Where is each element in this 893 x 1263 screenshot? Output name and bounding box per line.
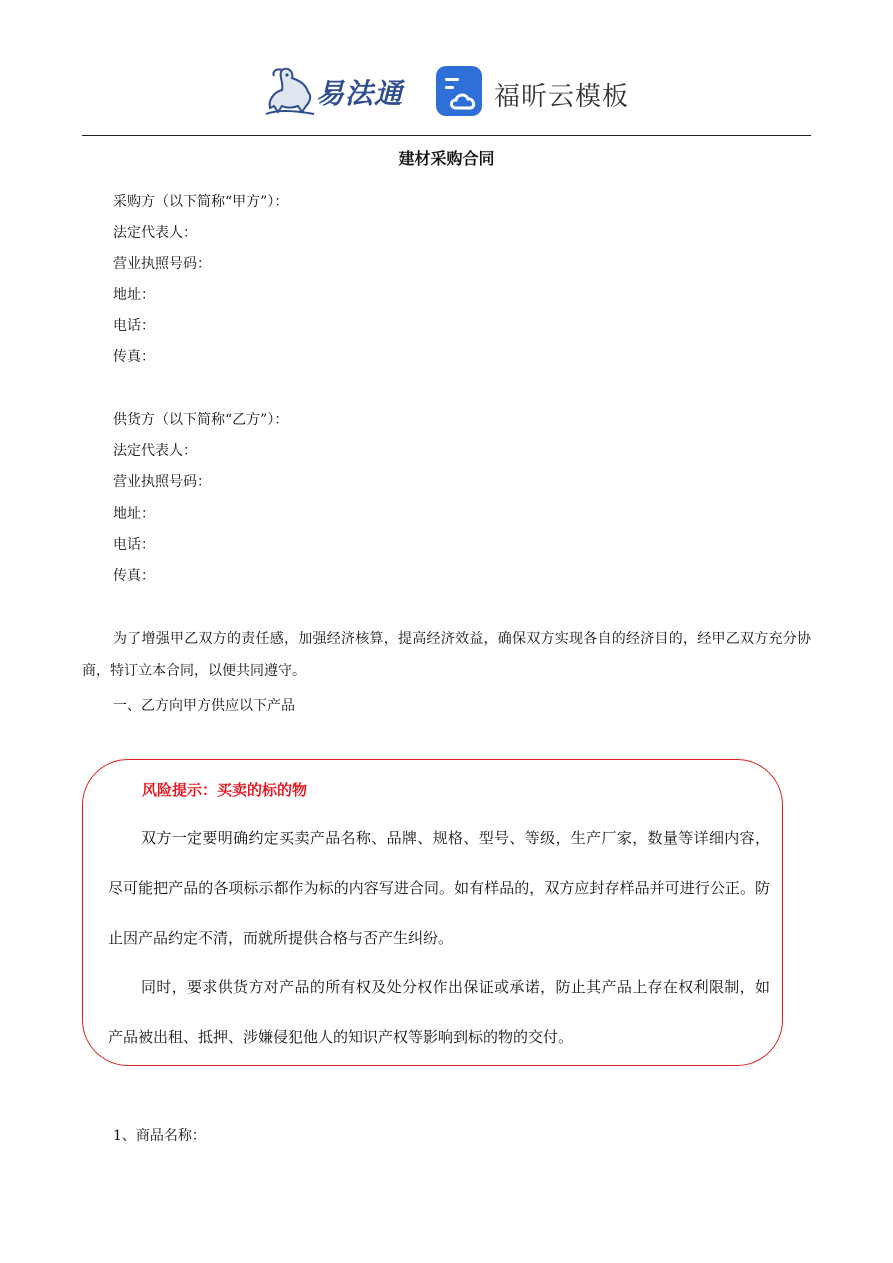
- document-title: 建材采购合同: [398, 149, 495, 168]
- party-b-heading: 供货方（以下简称“乙方”）：: [113, 412, 289, 428]
- foxit-template-logo-text: 福昕云模板: [494, 82, 630, 112]
- risk-notice-paragraph-2: 同时，要求供货方对产品的所有权及处分权作出保证或承诺，防止其产品上存在权利限制，如产品被出租、抵押、涉嫌侵犯他人的知识产权等影响到标的物的交付。: [108, 978, 770, 1046]
- party-b-license: 营业执照号码：: [113, 474, 211, 490]
- party-b-representative: 法定代表人：: [113, 443, 197, 459]
- party-a-license: 营业执照号码：: [113, 256, 211, 272]
- item-1-product-name: 1、商品名称：: [113, 1128, 206, 1144]
- foxit-template-logo: [436, 66, 656, 118]
- party-b-address: 地址：: [113, 506, 155, 522]
- yifatong-logo-text: 易法通: [316, 77, 404, 110]
- party-a-phone: 电话：: [113, 318, 155, 334]
- party-a-heading: 采购方（以下简称“甲方”）：: [113, 194, 289, 210]
- qilin-icon: [262, 62, 318, 118]
- party-a-fax: 传真：: [113, 349, 155, 365]
- intro-paragraph: 为了增强甲乙双方的责任感，加强经济核算，提高经济效益，确保双方实现各自的经济目的，经甲乙双方充分协商，特订立本合同，以便共同遵守。: [82, 631, 811, 679]
- risk-notice-title: 风险提示：买卖的标的物: [142, 781, 308, 799]
- section-1-heading: 一、乙方向甲方供应以下产品: [113, 698, 295, 714]
- party-b-fax: 传真：: [113, 568, 155, 584]
- party-b-phone: 电话：: [113, 537, 155, 553]
- page-header: [0, 56, 893, 126]
- risk-notice-paragraph-1: 双方一定要明确约定买卖产品名称、品牌、规格、型号、等级，生产厂家，数量等详细内容，尽可能把产品的各项标示都作为标的内容写进合同。如有样品的，双方应封存样品并可进行公正。防止因产品约定不清，而就所提供合格与否产生纠纷。: [108, 829, 770, 947]
- document-cloud-icon: [436, 66, 484, 116]
- party-a-representative: 法定代表人：: [113, 225, 197, 241]
- header-divider: [82, 135, 811, 136]
- party-a-address: 地址：: [113, 287, 155, 303]
- yifatong-logo: [262, 62, 412, 118]
